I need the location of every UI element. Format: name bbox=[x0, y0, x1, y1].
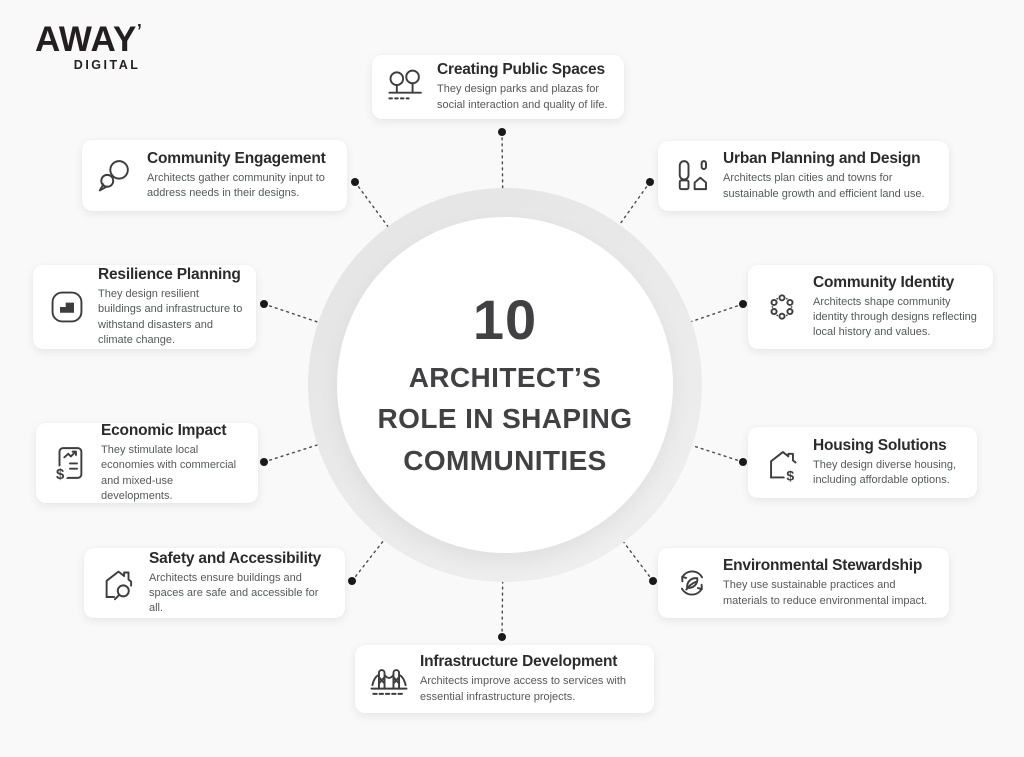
card-title: Infrastructure Development bbox=[420, 653, 618, 671]
dots-circle-icon bbox=[761, 286, 803, 328]
card-description: They design parks and plazas for social interaction and quality of life. bbox=[437, 83, 608, 111]
center-ring bbox=[308, 188, 702, 582]
card-description: They design resilient buildings and infrastructure to withstand disasters and climate change. bbox=[98, 288, 243, 346]
card-description: Architects gather community input to address needs in their designs. bbox=[147, 171, 325, 199]
brand-name: AWAY’ bbox=[35, 20, 143, 59]
bridge-icon bbox=[368, 658, 410, 700]
leaf-cycle-icon bbox=[671, 562, 713, 604]
house-magnifier-icon bbox=[97, 562, 139, 604]
center-title-line-3: COMMUNITIES bbox=[403, 444, 607, 476]
card-description: Architects ensure buildings and spaces are safe and accessible for all. bbox=[149, 571, 319, 615]
card-creating-public-spaces bbox=[372, 55, 624, 119]
card-title: Environmental Stewardship bbox=[723, 557, 923, 575]
card-description: They design diverse housing, including affordable options. bbox=[813, 458, 957, 486]
house-dollar-icon bbox=[761, 442, 803, 484]
card-infrastructure-development bbox=[355, 645, 654, 713]
card-resilience-planning bbox=[33, 265, 256, 349]
park-trees-icon bbox=[385, 66, 427, 108]
building-badge-icon bbox=[46, 286, 88, 328]
card-description: Architects plan cities and towns for sustainable growth and efficient land use. bbox=[723, 172, 925, 200]
chat-bubbles-icon bbox=[95, 155, 137, 197]
card-community-engagement bbox=[82, 140, 347, 211]
card-description: They use sustainable practices and materials to reduce environmental impact. bbox=[723, 579, 928, 607]
brand-mark: ’ bbox=[136, 21, 143, 41]
card-title: Housing Solutions bbox=[813, 436, 947, 454]
svg-text:$: $ bbox=[786, 467, 795, 483]
card-description: Architects shape community identity through designs reflecting local history and values. bbox=[813, 295, 977, 339]
card-title: Economic Impact bbox=[101, 422, 227, 440]
card-environmental-stewardship bbox=[658, 548, 949, 618]
card-title: Urban Planning and Design bbox=[723, 150, 921, 168]
card-community-identity bbox=[748, 265, 993, 349]
card-title: Community Identity bbox=[813, 273, 955, 291]
card-description: They stimulate local economies with commercial and mixed-use developments. bbox=[101, 444, 237, 502]
dollar-report-icon bbox=[49, 442, 91, 484]
svg-text:$: $ bbox=[56, 466, 65, 483]
card-title: Community Engagement bbox=[147, 149, 326, 167]
card-housing-solutions bbox=[748, 427, 977, 498]
card-urban-planning-and-design bbox=[658, 141, 949, 211]
center-number: 10 bbox=[472, 288, 538, 352]
card-description: Architects improve access to services with essential infrastructure projects. bbox=[420, 675, 627, 703]
brand-logo bbox=[35, 22, 142, 72]
brand-sub: DIGITAL bbox=[73, 58, 141, 72]
center-title-line-1: ARCHITECT’S bbox=[408, 361, 602, 393]
card-title: Creating Public Spaces bbox=[437, 61, 605, 79]
card-economic-impact bbox=[36, 423, 258, 503]
city-blocks-icon bbox=[671, 155, 713, 197]
card-title: Resilience Planning bbox=[98, 266, 241, 284]
center-circle bbox=[337, 217, 673, 553]
card-title: Safety and Accessibility bbox=[149, 549, 322, 567]
center-title-line-2: ROLE IN SHAPING bbox=[377, 403, 633, 435]
card-safety-and-accessibility bbox=[84, 548, 345, 618]
